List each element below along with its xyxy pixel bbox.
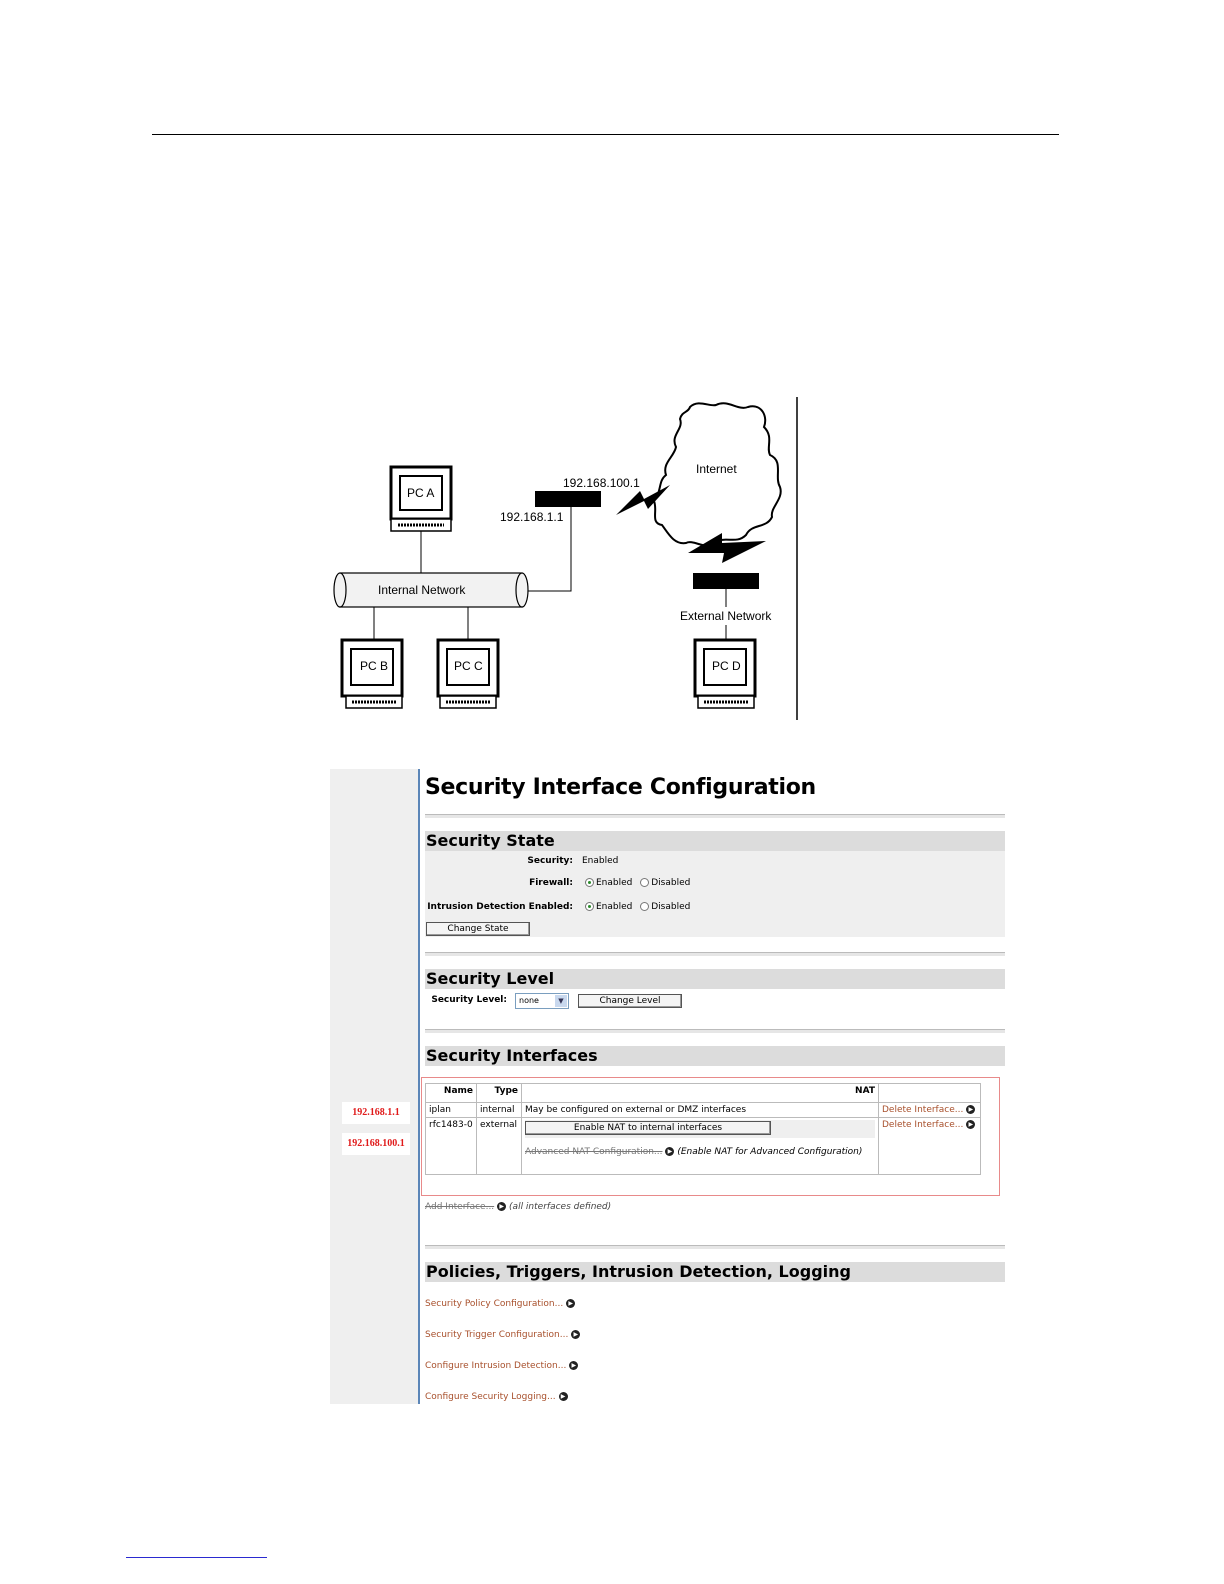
security-logging-link[interactable]: Configure Security Logging... [425, 1392, 556, 1402]
policy-link-row [425, 1361, 578, 1371]
interface-nat: May be configured on external or DMZ interfaces [522, 1103, 879, 1118]
firewall-options [585, 878, 690, 888]
separator [425, 952, 1005, 956]
add-interface-link: Add Interface... [425, 1202, 495, 1212]
arrow-right-icon: ▶ [665, 1147, 674, 1156]
pc-c-icon [438, 640, 498, 708]
security-level-select[interactable] [515, 993, 569, 1009]
firewall-enabled-label: Enabled [596, 878, 633, 888]
advanced-nat-link: Advanced NAT Configuration... [525, 1147, 663, 1157]
security-state-heading: Security State [425, 831, 1005, 851]
delete-cell [879, 1118, 981, 1175]
left-sidebar [330, 769, 418, 1404]
pc-b-icon [342, 640, 402, 708]
intrusion-detection-link[interactable]: Configure Intrusion Detection... [425, 1361, 567, 1371]
router-internal [535, 491, 601, 507]
interface-name: rfc1483-0 [426, 1118, 477, 1175]
network-diagram [318, 395, 800, 720]
security-label: Security: [527, 856, 573, 866]
firewall-label: Firewall: [529, 878, 573, 888]
firewall-disabled-label: Disabled [651, 878, 691, 888]
change-level-button[interactable]: Change Level [578, 994, 682, 1008]
table-header-row [426, 1084, 981, 1103]
arrow-right-icon: ▶ [566, 1299, 575, 1308]
pc-a-label: PC A [407, 486, 435, 500]
interface-type: internal [477, 1103, 522, 1118]
intrusion-disabled-label: Disabled [651, 902, 691, 912]
pc-c-label: PC C [454, 659, 483, 673]
ip-annotation-internal: 192.168.1.1 [342, 1102, 410, 1124]
pc-d-icon [695, 640, 755, 708]
column-header: Type [477, 1084, 522, 1103]
security-level-value: none [519, 996, 539, 1005]
security-trigger-link[interactable]: Security Trigger Configuration... [425, 1330, 569, 1340]
intrusion-disabled-radio[interactable] [640, 902, 649, 911]
ip-annotation-external: 192.168.100.1 [342, 1133, 410, 1155]
delete-interface-link[interactable]: Delete Interface... [882, 1120, 964, 1130]
network-diagram-svg [318, 395, 800, 720]
intrusion-options [585, 902, 690, 912]
security-value: Enabled [582, 856, 619, 866]
security-level-heading: Security Level [425, 969, 1005, 989]
footnote-rule [126, 1557, 267, 1558]
security-interfaces-heading: Security Interfaces [425, 1046, 1005, 1066]
nat-button-row [525, 1120, 875, 1138]
column-header-empty [879, 1084, 981, 1103]
arrow-right-icon: ▶ [966, 1105, 975, 1114]
policies-heading: Policies, Triggers, Intrusion Detection, Logging [425, 1262, 1005, 1282]
interface-nat-cell [522, 1118, 879, 1175]
firewall-disabled-radio[interactable] [640, 878, 649, 887]
header-rule [152, 134, 1059, 135]
policy-link-row [425, 1330, 580, 1340]
add-interface-row [425, 1202, 611, 1212]
delete-interface-link[interactable]: Delete Interface... [882, 1105, 964, 1115]
column-header: NAT [522, 1084, 879, 1103]
interface-type: external [477, 1118, 522, 1175]
arrow-right-icon: ▶ [966, 1120, 975, 1129]
page-title: Security Interface Configuration [425, 775, 816, 800]
intrusion-label: Intrusion Detection Enabled: [427, 902, 573, 912]
security-config-screenshot [330, 769, 1006, 1404]
interface-name: iplan [426, 1103, 477, 1118]
policy-link-row [425, 1392, 568, 1402]
arrow-right-icon: ▶ [571, 1330, 580, 1339]
internet-label: Internet [696, 462, 737, 476]
chevron-down-icon: ▼ [555, 995, 567, 1007]
nat-advanced-row [525, 1147, 875, 1157]
advanced-nat-note: (Enable NAT for Advanced Configuration) [677, 1147, 863, 1157]
ip-router-internal: 192.168.1.1 [500, 510, 564, 524]
sidebar-border [418, 769, 420, 1404]
enable-nat-button[interactable]: Enable NAT to internal interfaces [525, 1121, 771, 1135]
external-network-label: External Network [680, 609, 772, 623]
delete-cell [879, 1103, 981, 1118]
ip-router-external: 192.168.100.1 [563, 476, 640, 490]
separator [425, 814, 1005, 818]
interfaces-table-frame [421, 1077, 1000, 1196]
separator [425, 1029, 1005, 1033]
arrow-right-icon: ▶ [569, 1361, 578, 1370]
intrusion-enabled-radio[interactable] [585, 902, 594, 911]
security-state-panel [425, 851, 1005, 937]
interfaces-table [425, 1083, 981, 1175]
table-row [426, 1103, 981, 1118]
pc-b-label: PC B [360, 659, 389, 673]
add-interface-note: (all interfaces defined) [509, 1202, 612, 1212]
policy-link-row [425, 1299, 575, 1309]
security-level-label: Security Level: [431, 995, 507, 1005]
internal-network-label: Internal Network [378, 583, 466, 597]
intrusion-enabled-label: Enabled [596, 902, 633, 912]
column-header: Name [426, 1084, 477, 1103]
separator [425, 1245, 1005, 1249]
table-row [426, 1118, 981, 1175]
arrow-right-icon: ▶ [559, 1392, 568, 1401]
arrow-right-icon: ▶ [497, 1202, 506, 1211]
firewall-enabled-radio[interactable] [585, 878, 594, 887]
change-state-button[interactable]: Change State [426, 922, 530, 936]
pc-d-label: PC D [712, 659, 741, 673]
router-external [693, 573, 759, 589]
security-policy-link[interactable]: Security Policy Configuration... [425, 1299, 564, 1309]
